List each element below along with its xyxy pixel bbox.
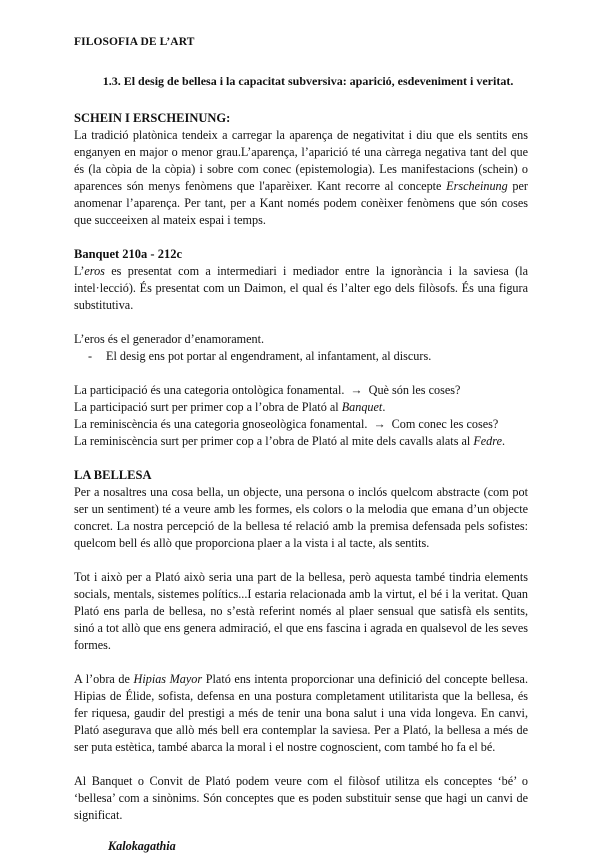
arrow-right-icon: → — [373, 417, 386, 431]
hipias-text-post: Plató ens intenta proporcionar una definició del concepte bellesa. Hipias de Élide, sofista, defensa en una postura completament utilitarista que la bellesa, és fer riquesa, gaudir del prestigi a més de tenir una bona salut i una vida longeva. En canvi, Plató asegurava que allò més bell era contemplar la saviesa. Per a Plató, la bellesa a més de ser puta estètica, també abarca la moral i el nostre cognoscient, com també ho fa el bé. — [74, 672, 528, 754]
eros-text-post: es presentat com a intermediari i mediador entre la ignorància i la saviesa (la intel·lecció). És presentat com un Daimon, el qual és l’alter ego dels filòsofs. És una figura substitutiva. — [74, 264, 528, 312]
eros-paragraph — [74, 263, 528, 314]
eros-generator-line: L’eros és el generador d’enamorament. — [74, 332, 265, 346]
running-header: FILOSOFIA DE L’ART — [74, 36, 195, 48]
bellesa-paragraph-1: Per a nosaltres una cosa bella, un objecte, una persona o inclós quelcom abstracte (com pot ser un sentiment) té a veure amb les formes, els colors o la melodia que emana d’un objecte concret. La nostra percepció de la bellesa té relació amb la premisa defensada pels sofistes: quelcom bell és allò que proporciona plaer a la vista i al tacte, als sentits. — [74, 485, 528, 550]
banquet-term: Banquet — [341, 400, 383, 414]
banquet-heading: Banquet 210a - 212c — [74, 247, 182, 261]
hipias-text-pre: A l’obra de — [74, 672, 134, 686]
participation-line-1 — [74, 382, 528, 399]
fedre-term: Fedre — [473, 434, 502, 448]
bellesa-paragraph-4: Al Banquet o Convit de Plató podem veure com el filòsof utilitza els conceptes ‘bé’ o ‘bellesa’ com a sinònims. Són conceptes que es poden substituir sense que hagi un canvi de significat. — [74, 774, 528, 822]
period: . — [501, 434, 506, 448]
kalokagathia-heading: Kalokagathia — [108, 839, 176, 853]
dash-bullet: - — [88, 349, 93, 363]
participation-line-2 — [74, 399, 528, 416]
reminiscence-line-2 — [74, 433, 528, 450]
bellesa-paragraph-2: Tot i això per a Plató això seria una part de la bellesa, però aquesta també tindria elements socials, mentals, sistemes polítics...I estaria relacionada amb la virtut, el bé i la veritat. Quan Plató ens parla de bellesa, no s’està referint només al plaer sensual que satisfà els sentits, sinó a tot allò que ens genera admiració, el que ens fascina i agrada en qualsevol de les seves formes. — [74, 570, 528, 652]
list-item-text: El desig ens pot portar al engendrament, al infantament, al discurs. — [106, 349, 432, 363]
how-know-things-text: Com conec les coses? — [391, 417, 499, 431]
schein-paragraph — [74, 127, 528, 229]
section-title: 1.3. El desig de bellesa i la capacitat subversiva: aparició, esdeveniment i veritat. — [102, 74, 514, 88]
list-item — [88, 348, 528, 365]
hipias-mayor-term: Hipias Mayor — [133, 672, 203, 686]
reminiscence-gnoseological-text: La reminiscència és una categoria gnoseològica fonamental. — [74, 417, 368, 431]
bellesa-paragraph-3 — [74, 671, 528, 756]
participation-ontological-text: La participació és una categoria ontològica fonamental. — [74, 383, 345, 397]
bellesa-heading: LA BELLESA — [74, 468, 152, 482]
eros-term: eros — [84, 264, 105, 278]
arrow-right-icon: → — [350, 383, 363, 397]
schein-text-b: per anomenar l’aparença. Per tant, per a Kant només podem conèixer fenòmens que són coses que succeeixen al mateix espai i temps. — [74, 179, 528, 227]
participation-first-text: La participació surt per primer cop a l’obra de Plató al — [74, 400, 342, 414]
schein-heading: SCHEIN I ERSCHEINUNG: — [74, 111, 231, 125]
erscheinung-term: Erscheinung — [446, 179, 508, 193]
dash-list — [74, 348, 528, 365]
reminiscence-first-text: La reminiscència surt per primer cop a l’obra de Plató al mite dels cavalls alats al — [74, 434, 474, 448]
what-are-things-text: Què són les coses? — [368, 383, 461, 397]
reminiscence-line-1 — [74, 416, 528, 433]
schein-text-a: La tradició platònica tendeix a carregar la aparença de negativitat i diu que els sentits ens enganyen en major o menor grau.L’aparença, l’aparició té una càrrega negativa tant del que és (la còpia de la còpia) i sobre com conec (epistemologia). Les manifestacions (schein) o aparences són menys fenòmens que l'aparèixer. Kant recorre al concepte — [74, 128, 528, 193]
period: . — [382, 400, 386, 414]
eros-text-pre: L’ — [74, 264, 85, 278]
